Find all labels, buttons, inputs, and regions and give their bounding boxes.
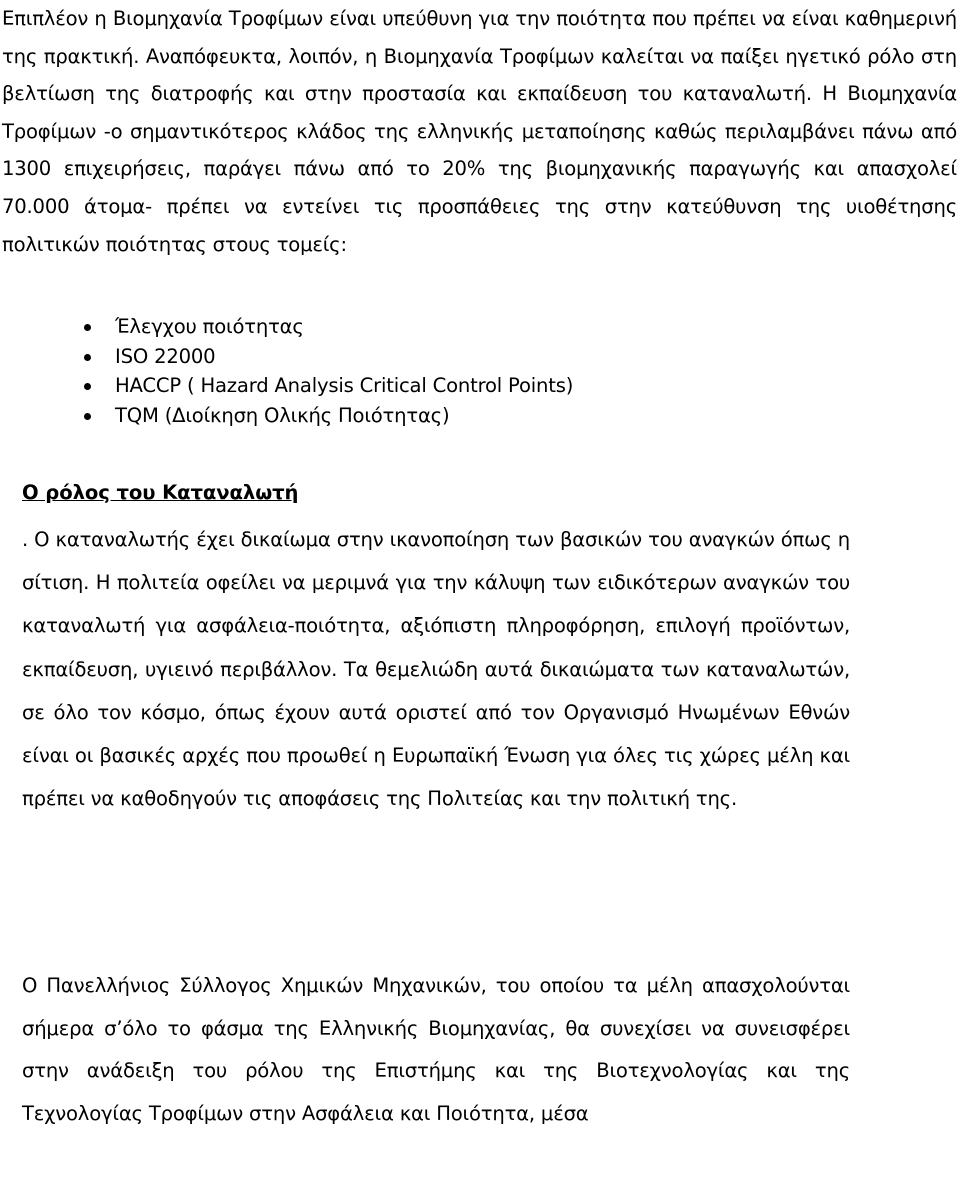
list-item <box>0 312 700 342</box>
bullet-icon <box>84 413 91 420</box>
list-item <box>0 401 700 431</box>
closing-paragraph: Ο Πανελλήνιος Σύλλογος Χημικών Μηχανικών, του οποίου τα μέλη απασχολούνται σήμερα σ’όλο το φάσμα της Ελληνικής Βιομηχανίας, θα συνεχίσει να συνεισφέρει στην ανάδειξη του ρόλου της Επιστήμης και της Βιοτεχνολογίας και της Τεχνολογίας Τροφίμων στην Ασφάλεια και Ποιότητα, μέσα <box>22 974 850 1126</box>
bullet-icon <box>84 354 91 361</box>
list-item <box>0 342 700 372</box>
list-item-label: ISO 22000 <box>115 344 216 368</box>
list-item-label: TQM (Διοίκηση Ολικής Ποιότητας) <box>115 403 450 427</box>
consumer-paragraph: . Ο καταναλωτής έχει δικαίωμα στην ικανοποίηση των βασικών του αναγκών όπως η σίτιση. Η πολιτεία οφείλει να μεριμνά για την κάλυψη των ειδικότερων αναγκών του καταναλωτή για ασφάλεια-ποιότητα, αξιόπιστη πληροφόρηση, επιλογή προϊόντων, εκπαίδευση, υγιεινό περιβάλλον. Τα θεμελιώδη αυτά δικαιώματα των καταναλωτών, σε όλο τον κόσμο, όπως έχουν αυτά οριστεί από τον Οργανισμό Ηνωμένων Εθνών είναι οι βασικές αρχές που προωθεί η Ευρωπαϊκή Ένωση για όλες τις χώρες μέλη και πρέπει να καθοδηγούν τις αποφάσεις της Πολιτείας και την πολιτική της. <box>22 528 850 811</box>
intro-paragraph: Επιπλέον η Βιομηχανία Τροφίμων είναι υπεύθυνη για την ποιότητα που πρέπει να είναι καθημερινή της πρακτική. Αναπόφευκτα, λοιπόν, η Βιομηχανία Τροφίμων καλείται να παίξει ηγετικό ρόλο στη βελτίωση της διατροφής και στην προστασία και εκπαίδευση του καταναλωτή. Η Βιομηχανία Τροφίμων -ο σημαντικότερος κλάδος της ελληνικής μεταποίησης καθώς περιλαμβάνει πάνω από 1300 επιχειρήσεις, παράγει πάνω από το 20% της βιομηχανικής παραγωγής και απασχολεί 70.000 άτομα- πρέπει να εντείνει τις προσπάθειες της στην κατεύθυνση της υιοθέτησης πολιτικών ποιότητας στους τομείς: <box>2 7 957 256</box>
bullet-icon <box>84 383 91 390</box>
list-item-label: HACCP ( Hazard Analysis Critical Control Points) <box>115 374 574 397</box>
list-item <box>0 371 700 401</box>
bullet-icon <box>84 324 91 331</box>
section-heading: Ο ρόλος του Καταναλωτή <box>22 481 299 504</box>
list-item-label: Έλεγχου ποιότητας <box>115 315 304 338</box>
quality-sectors-list <box>0 312 700 430</box>
